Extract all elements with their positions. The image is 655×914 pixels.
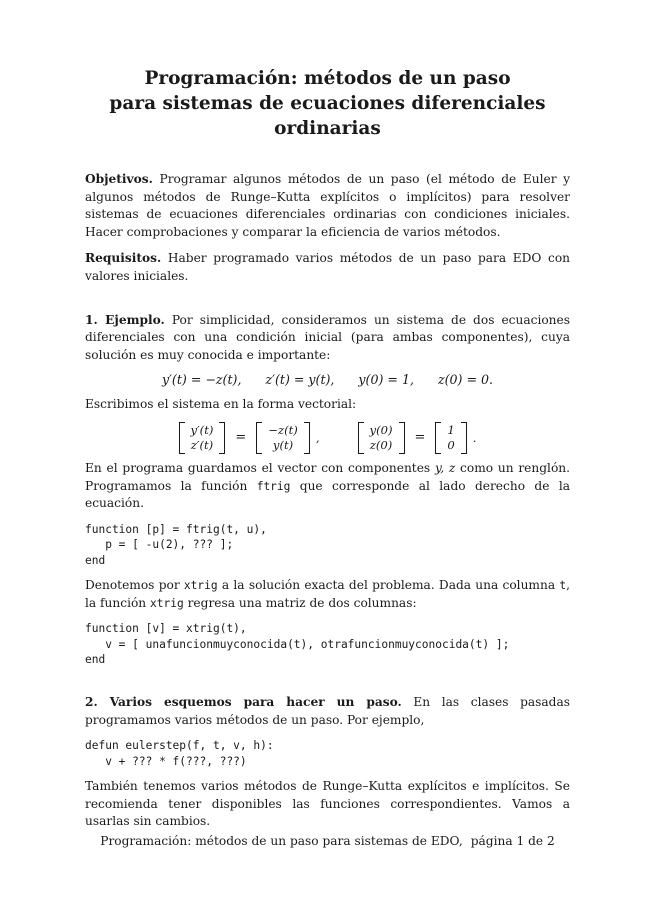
inline-math: y, z (434, 460, 456, 475)
text-run: que corresponde al lado derecho de la ecuación. (85, 478, 570, 511)
inline-code: t (559, 579, 567, 593)
system-equations: y′(t) = −z(t), z′(t) = y(t), y(0) = 1, z(0) = 0. (161, 372, 494, 388)
section1-intro-paragraph (85, 312, 570, 365)
rhs-vector (256, 422, 310, 454)
title-line-2: para sistemas de ecuaciones diferenciales ordinarias (109, 93, 546, 139)
section2-heading: 2. Varios esquemos para hacer un paso. (85, 694, 402, 709)
section1-heading: 1. Ejemplo. (85, 312, 165, 327)
inline-code: xtrig (150, 596, 184, 610)
equals-sign: = (414, 430, 426, 446)
ic-rhs-entry: 1 (447, 422, 455, 437)
text-run: como un renglón. Programamos la función (85, 460, 571, 493)
footer-text: Programación: métodos de un paso para sistemas de EDO, (100, 834, 463, 848)
requirements-heading: Requisitos. (85, 251, 162, 266)
text-run: regresa una matriz de dos columnas: (183, 595, 417, 610)
comma: , (315, 430, 320, 445)
requirements-paragraph (85, 250, 570, 285)
document-title (85, 66, 570, 141)
code-block-eulerstep: defun eulerstep(f, t, v, h): v + ??? * f(???, ???) (85, 739, 274, 768)
objectives-paragraph (85, 171, 570, 241)
code-block-xtrig: function [v] = xtrig(t), v = [ unafuncionmuyconocida(t), otrafuncionmuyconocida(t) ]; end (85, 622, 510, 667)
page-footer (0, 834, 655, 848)
inline-code: ftrig (256, 479, 291, 493)
inline-code: xtrig (183, 579, 218, 593)
vector-storage-paragraph (85, 460, 570, 513)
objectives-text: Programar algunos métodos de un paso (el método de Euler y algunos métodos de Runge–Kutta explícitos o implícitos) para resolver sistemas de ecuaciones diferenciales ordinarias con condiciones iniciales. Hacer comprobaciones y comparar la eficiencia de varios métodos. (85, 172, 571, 239)
xtrig-paragraph (85, 577, 570, 612)
section2-intro-paragraph (85, 694, 570, 729)
lhs-vector-entry: z′(t) (190, 437, 214, 452)
code-block-ftrig: function [p] = ftrig(t, u), p = [ -u(2), ??? ]; end (85, 522, 267, 567)
rhs-vector-entry: −z(t) (268, 422, 298, 437)
text-run: a la solución exacta del problema. Dada una columna (217, 578, 560, 593)
initial-condition-lhs (358, 422, 405, 454)
period: . (472, 430, 477, 445)
initial-condition-rhs (435, 422, 466, 454)
lhs-vector (179, 422, 226, 454)
lhs-vector-entry: y′(t) (190, 422, 214, 437)
text-run: , la función (85, 578, 570, 610)
title-line-1: Programación: métodos de un paso (144, 68, 511, 89)
ic-lhs-entry: z(0) (369, 437, 393, 452)
section2-outro: También tenemos varios métodos de Runge–Kutta explícitos e implícitos. Se recomienda tener disponibles las funciones correspondientes. Vamos a usarlas sin cambios. (85, 779, 570, 829)
text-run: En el programa guardamos el vector con componentes (85, 460, 435, 475)
vector-intro: Escribimos el sistema en la forma vectorial: (85, 397, 357, 412)
requirements-text: Haber programado varios métodos de un paso para EDO con valores iniciales. (85, 251, 571, 283)
ic-lhs-entry: y(0) (369, 422, 393, 437)
objectives-heading: Objetivos. (85, 172, 153, 186)
equals-sign: = (235, 430, 247, 446)
section2-intro: En las clases pasadas programamos varios métodos de un paso. Por ejemplo, (85, 694, 571, 727)
document-page (0, 66, 655, 914)
vector-equation (85, 422, 570, 454)
text-run: Denotemos por (85, 578, 184, 593)
section1-intro: Por simplicidad, consideramos un sistema de dos ecuaciones diferenciales con una condición inicial (para ambas componentes), cuya solución es muy conocida e importante: (85, 312, 571, 362)
rhs-vector-entry: y(t) (272, 437, 294, 452)
ic-rhs-entry: 0 (447, 437, 455, 452)
footer-page-number: página 1 de 2 (470, 834, 555, 848)
